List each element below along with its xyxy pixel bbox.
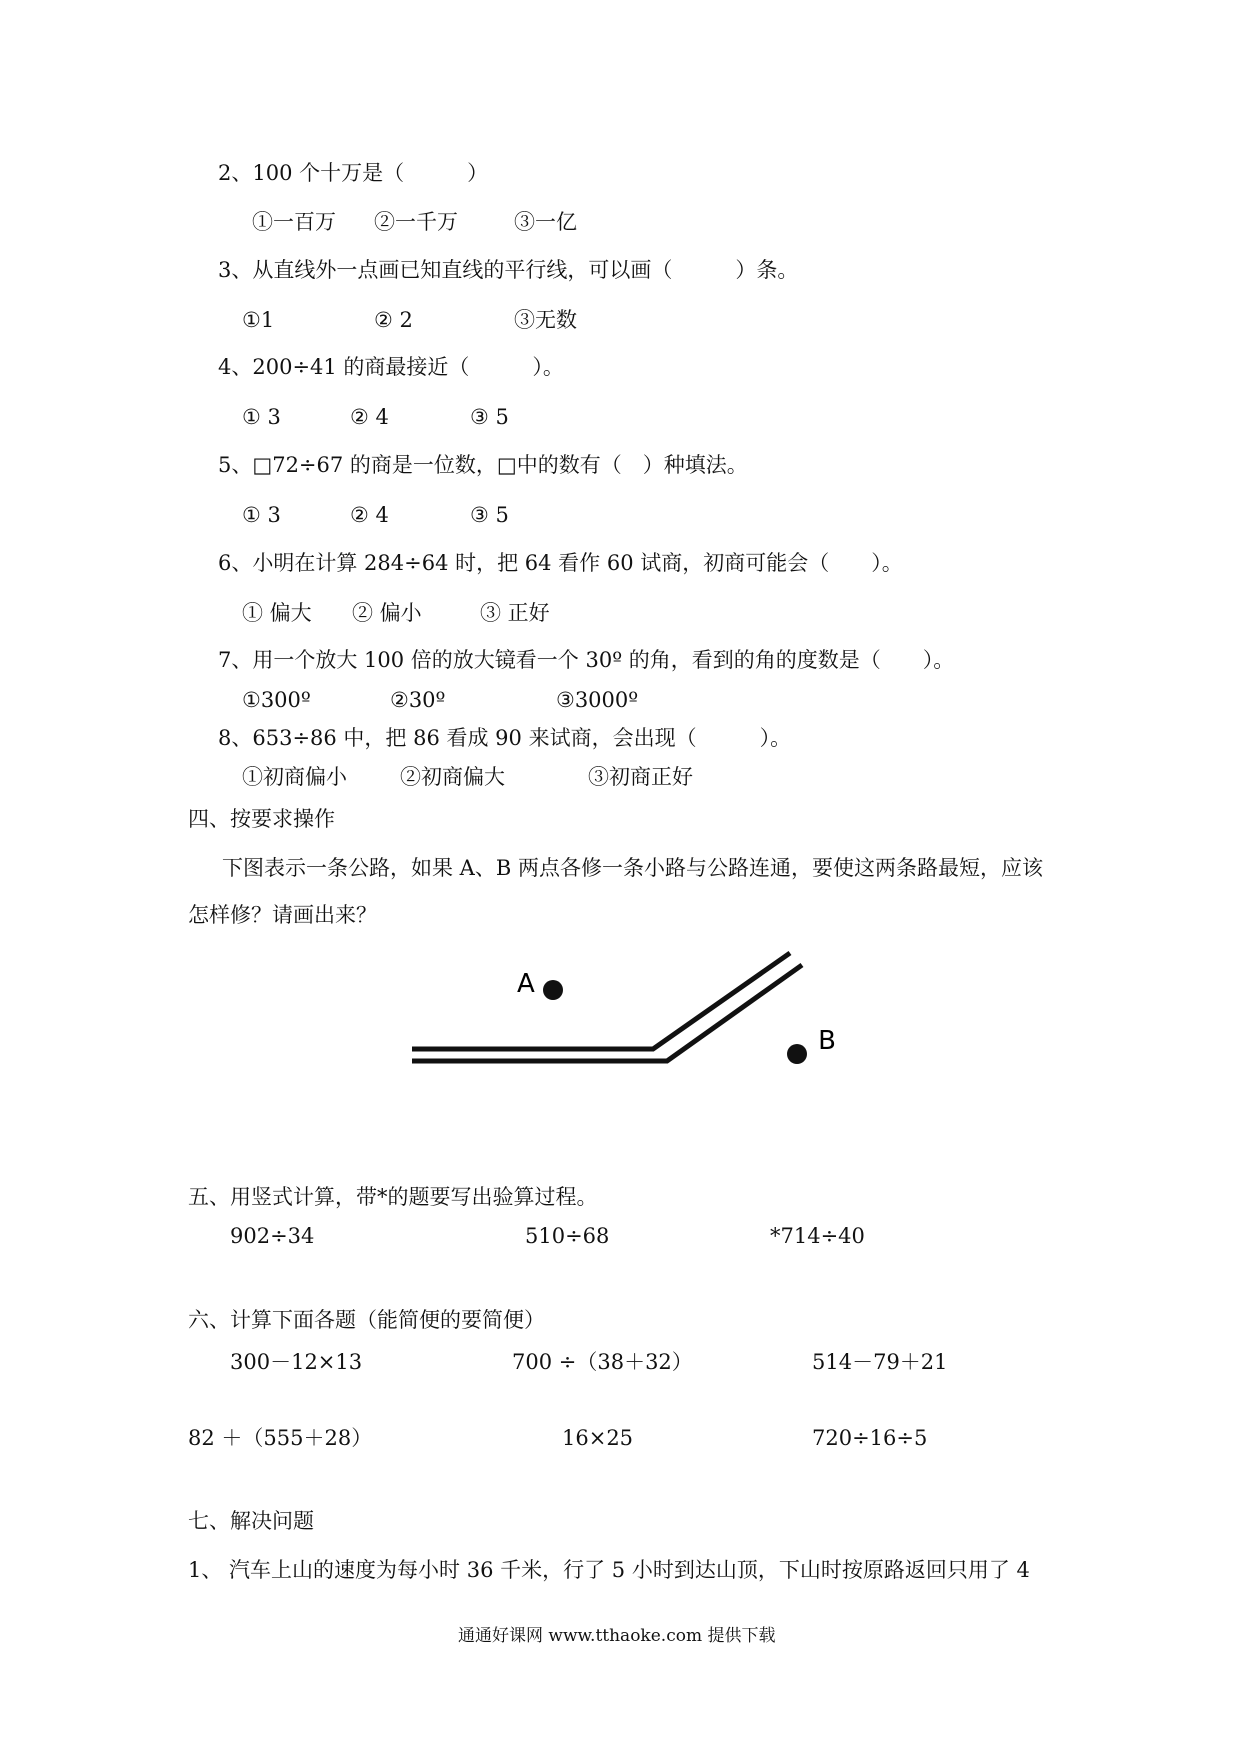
option-1: ①一百万 [252, 210, 336, 234]
question-5-options [242, 505, 509, 526]
option-1: ①1 [242, 308, 275, 332]
vertical-calc-1: 902÷34 [230, 1224, 315, 1248]
question-3: 3、从直线外一点画已知直线的平行线，可以画（ ）条。 [218, 258, 799, 282]
calc-3: 514－79＋21 [812, 1350, 948, 1374]
point-a-label: A [517, 969, 535, 999]
option-3: ③3000º [556, 688, 639, 712]
road-diagram [400, 935, 860, 1100]
option-2: ②30º [390, 688, 446, 712]
road-svg [400, 935, 860, 1095]
vertical-calc-3: *714÷40 [770, 1224, 865, 1248]
option-3: ③无数 [514, 308, 577, 332]
calc-1: 300－12×13 [230, 1350, 363, 1374]
calc-6: 720÷16÷5 [812, 1426, 928, 1450]
question-7-options [242, 690, 638, 711]
question-4: 4、200÷41 的商最接近（ ）。 [218, 355, 564, 379]
option-2: ② 4 [350, 503, 389, 527]
section-4-title: 四、按要求操作 [188, 807, 335, 831]
option-1: ① 3 [242, 405, 281, 429]
option-3: ③初商正好 [588, 765, 693, 789]
question-2-options [252, 212, 577, 233]
question-3-options [242, 310, 577, 331]
section-4-text-line-1: 下图表示一条公路，如果 A、B 两点各修一条小路与公路连通，要使这两条路最短，应该 [222, 856, 1043, 880]
option-2: ②一千万 [374, 210, 458, 234]
option-3: ③ 正好 [480, 601, 550, 625]
section-6-title: 六、计算下面各题（能简便的要简便） [188, 1308, 545, 1332]
road-edge-upper [412, 953, 790, 1049]
section-4-text-line-2: 怎样修？请画出来？ [188, 903, 377, 927]
question-2: 2、100 个十万是（ ） [218, 161, 489, 185]
option-3: ③ 5 [470, 503, 509, 527]
question-6: 6、小明在计算 284÷64 时，把 64 看作 60 试商，初商可能会（ ）。 [218, 551, 903, 575]
calc-5: 16×25 [562, 1426, 634, 1450]
option-1: ① 3 [242, 503, 281, 527]
option-2: ② 2 [374, 308, 413, 332]
option-2: ② 偏小 [352, 601, 422, 625]
calc-2: 700 ÷（38＋32） [512, 1350, 693, 1374]
point-b [787, 1044, 807, 1064]
option-1: ①300º [242, 688, 311, 712]
question-8-options [242, 767, 693, 788]
option-3: ③一亿 [514, 210, 577, 234]
option-2: ②初商偏大 [400, 765, 505, 789]
point-b-label: B [818, 1026, 836, 1056]
question-6-options [242, 603, 550, 624]
vertical-calc-2: 510÷68 [525, 1224, 610, 1248]
option-2: ② 4 [350, 405, 389, 429]
option-3: ③ 5 [470, 405, 509, 429]
option-1: ① 偏大 [242, 601, 312, 625]
option-1: ①初商偏小 [242, 765, 347, 789]
question-4-options [242, 407, 509, 428]
section-5-title: 五、用竖式计算，带*的题要写出验算过程。 [188, 1185, 598, 1209]
question-5: 5、□72÷67 的商是一位数，□中的数有（ ）种填法。 [218, 453, 748, 477]
section-7-title: 七、解决问题 [188, 1509, 314, 1533]
footer-text: 通通好课网 www.tthaoke.com 提供下载 [458, 1626, 776, 1646]
question-7: 7、用一个放大 100 倍的放大镜看一个 30º 的角，看到的角的度数是（ ）。 [218, 648, 955, 672]
point-a [543, 980, 563, 1000]
problem-1: 1、 汽车上山的速度为每小时 36 千米，行了 5 小时到达山顶，下山时按原路返回只用了 4 [188, 1558, 1030, 1582]
calc-4: 82 ＋（555＋28） [188, 1426, 373, 1450]
question-8: 8、653÷86 中，把 86 看成 90 来试商，会出现（ ）。 [218, 726, 792, 750]
